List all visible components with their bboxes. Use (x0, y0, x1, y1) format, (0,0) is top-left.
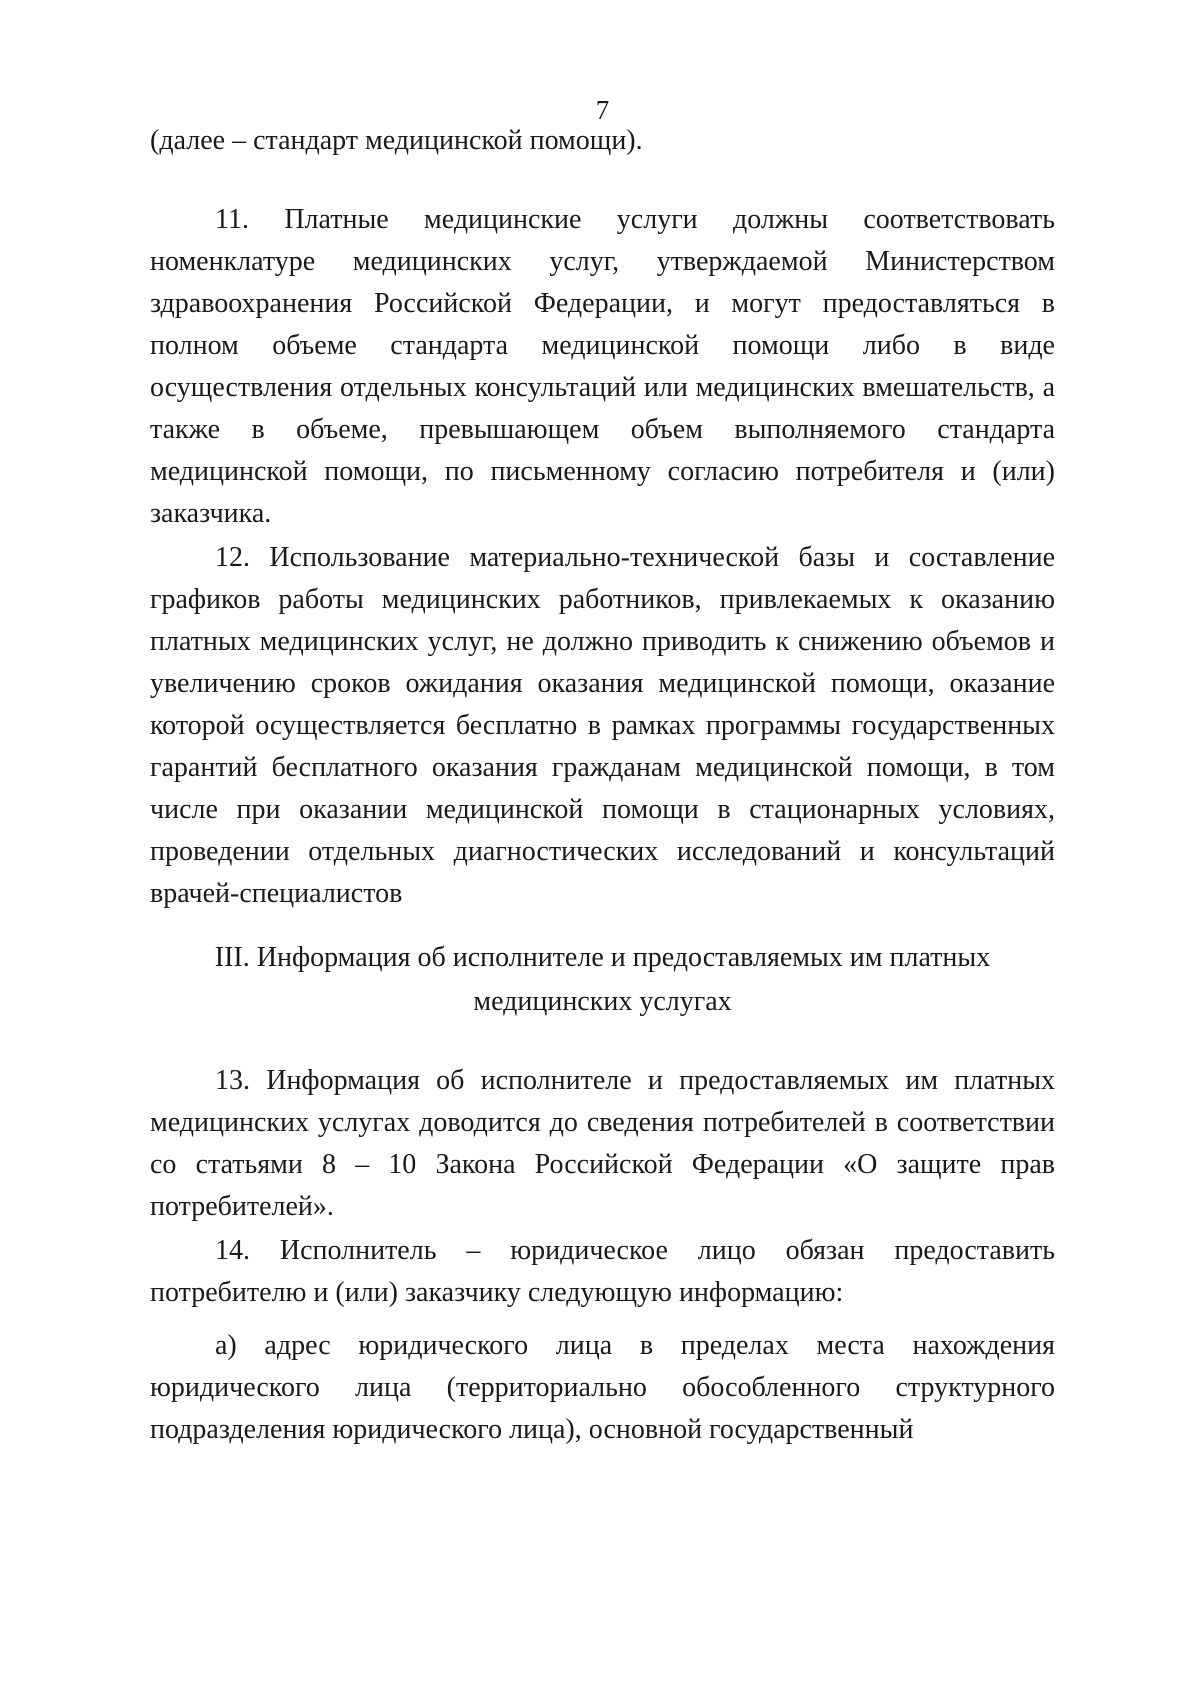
section-heading-line-2: медицинских услугах (473, 986, 732, 1017)
paragraph-14-a: а) адрес юридического лица в пределах места нахождения юридического лица (территориально обособленного структурного подразделения юридического лица), основной государственный (150, 1330, 1055, 1445)
paragraph-12: 12. Использование материально-технической базы и составление графиков работы медицинских работников, привлекаемых к оказанию платных медицинских услуг, не должно приводить к снижению объемов и увеличению сроков ожидания оказания медицинской помощи, оказание которой осуществляется бесплатно в рамках программы государственных гарантий бесплатного оказания гражданам медицинской помощи, в том числе при оказании медицинской помощи в стационарных условиях, проведении отдельных диагностических исследований и консультаций врачей-специалистов (150, 542, 1055, 909)
section-heading-line-1: III. Информация об исполнителе и предоставляемых им платных (214, 942, 991, 973)
paragraph-11: 11. Платные медицинские услуги должны соответствовать номенклатуре медицинских услуг, утверждаемой Министерством здравоохранения Российской Федерации, и могут предоставляться в полном объеме стандарта медицинской помощи либо в виде осуществления отдельных консультаций или медицинских вмешательств, а также в объеме, превышающем объем выполняемого стандарта медицинской помощи, по письменному согласию потребителя и (или) заказчика. (150, 204, 1055, 529)
page-number: 7 (595, 95, 610, 125)
section-heading (150, 936, 1055, 1024)
document-page (150, 0, 1055, 1697)
paragraph-14: 14. Исполнитель – юридическое лицо обязан предоставить потребителю и (или) заказчику следующую информацию: (150, 1235, 1055, 1308)
paragraph-continuation: (далее – стандарт медицинской помощи). (150, 125, 643, 156)
paragraph-13: 13. Информация об исполнителе и предоставляемых им платных медицинских услугах доводится до сведения потребителей в соответствии со статьями 8 – 10 Закона Российской Федерации «О защите прав потребителей». (150, 1065, 1055, 1222)
